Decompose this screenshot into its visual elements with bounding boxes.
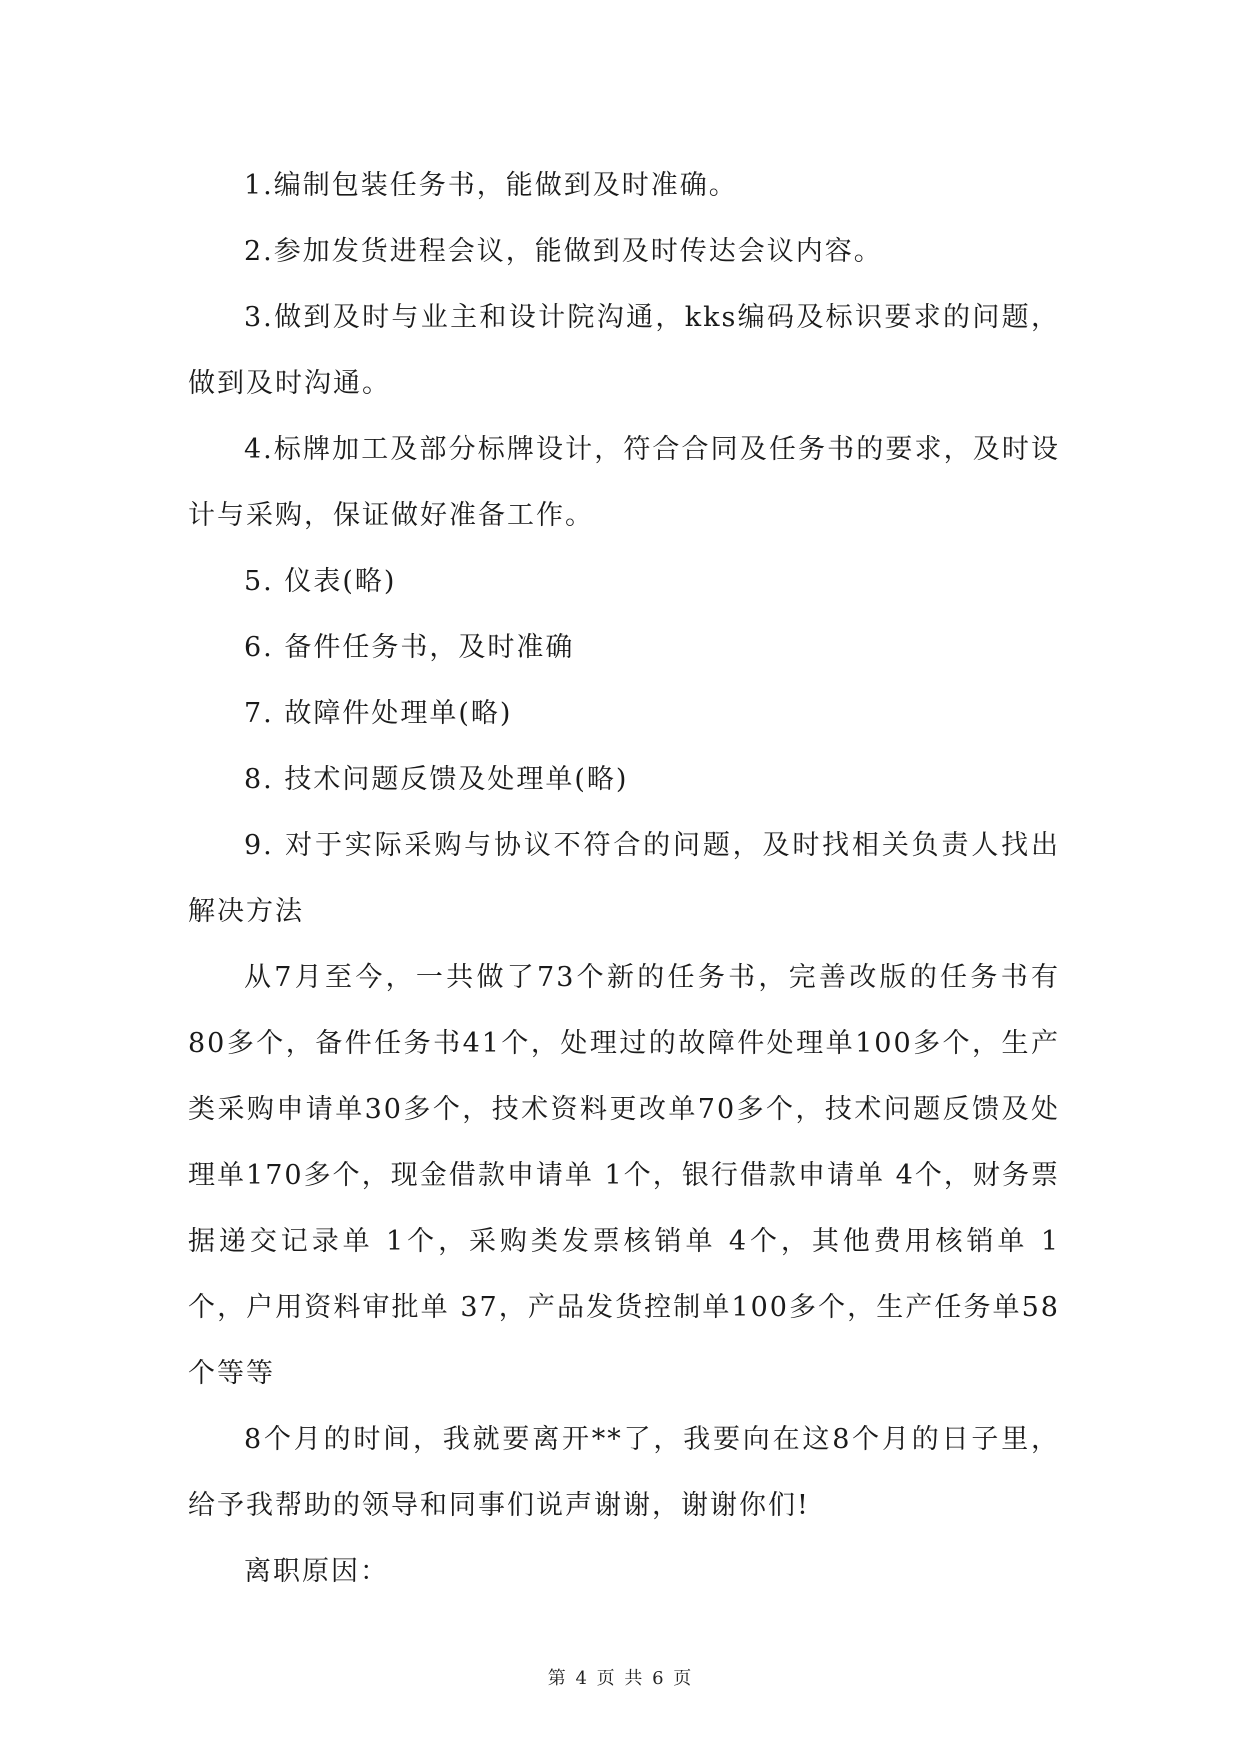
paragraph-item-2: 2.参加发货进程会议，能做到及时传达会议内容。 bbox=[244, 236, 883, 267]
paragraph-item-3: 3.做到及时与业主和设计院沟通，kks编码及标识要求的问题，做到及时沟通。 bbox=[188, 302, 1060, 399]
paragraph-thanks: 8个月的时间，我就要离开**了，我要向在这8个月的日子里，给予我帮助的领导和同事们说声谢谢，谢谢你们! bbox=[188, 1424, 1060, 1521]
paragraph-resignation-reason: 离职原因： bbox=[244, 1556, 389, 1587]
page-number-footer: 第 4 页 共 6 页 bbox=[547, 1668, 694, 1689]
paragraph-statistics: 从7月至今，一共做了73个新的任务书，完善改版的任务书有80多个，备件任务书41个，处理过的故障件处理单100多个，生产类采购申请单30多个，技术资料更改单70多个，技术问题反馈及处理单170多个，现金借款申请单 1个，银行借款申请单 4个，财务票据递交记录单 1个，采购类发票核销单 4个，其他费用核销单 1个，户用资料审批单 37，产品发货控制单100多个，生产任务单58个等等 bbox=[188, 962, 1060, 1389]
document-body bbox=[188, 153, 1060, 1605]
paragraph-item-1: 1.编制包装任务书，能做到及时准确。 bbox=[244, 170, 738, 201]
paragraph-item-7: 7. 故障件处理单(略) bbox=[244, 698, 513, 729]
paragraph-item-6: 6. 备件任务书，及时准确 bbox=[244, 632, 575, 663]
paragraph-item-8: 8. 技术问题反馈及处理单(略) bbox=[244, 764, 629, 795]
paragraph-item-9: 9. 对于实际采购与协议不符合的问题，及时找相关负责人找出解决方法 bbox=[188, 830, 1060, 927]
paragraph-item-4: 4.标牌加工及部分标牌设计，符合合同及任务书的要求，及时设计与采购，保证做好准备工作。 bbox=[188, 434, 1060, 531]
paragraph-item-5: 5. 仪表(略) bbox=[244, 566, 397, 597]
